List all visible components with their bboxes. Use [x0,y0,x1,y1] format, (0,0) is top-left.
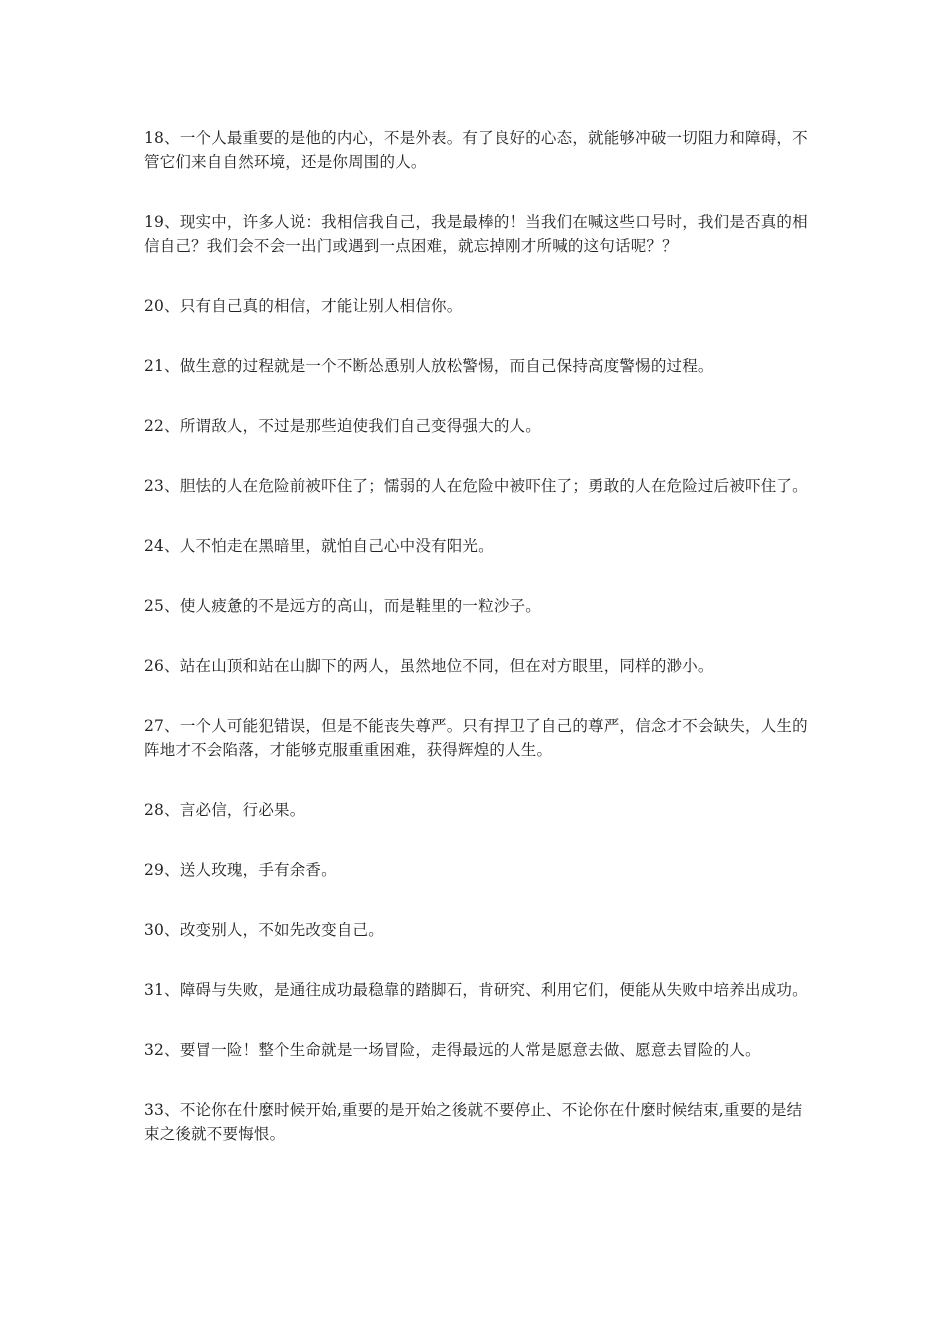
quote-27: 27、一个人可能犯错误，但是不能丧失尊严。只有捍卫了自己的尊严，信念才不会缺失，人生的阵地才不会陷落，才能够克服重重困难，获得辉煌的人生。 [144,717,808,759]
document-body [144,126,814,1146]
quote-26: 26、站在山顶和站在山脚下的两人，虽然地位不同，但在对方眼里，同样的渺小。 [144,657,714,675]
quote-22: 22、所谓敌人，不过是那些迫使我们自己变得强大的人。 [144,417,541,435]
quote-21: 21、做生意的过程就是一个不断怂恿别人放松警惕，而自己保持高度警惕的过程。 [144,357,714,375]
quote-24: 24、人不怕走在黑暗里，就怕自己心中没有阳光。 [144,537,494,555]
quote-28: 28、言必信，行必果。 [144,801,306,819]
quote-31: 31、障碍与失败，是通往成功最稳靠的踏脚石，肯研究、利用它们，便能从失败中培养出成功。 [144,981,808,999]
quote-32: 32、要冒一险！整个生命就是一场冒险，走得最远的人常是愿意去做、愿意去冒险的人。 [144,1041,761,1059]
quote-25: 25、使人疲惫的不是远方的高山，而是鞋里的一粒沙子。 [144,597,541,615]
quote-18: 18、一个人最重要的是他的内心，不是外表。有了良好的心态，就能够冲破一切阻力和障碍，不管它们来自自然环境，还是你周围的人。 [144,129,808,171]
quote-20: 20、只有自己真的相信，才能让别人相信你。 [144,297,463,315]
quote-33: 33、不论你在什麼时候开始,重要的是开始之後就不要停止、不论你在什麼时候结束,重要的是结束之後就不要悔恨。 [144,1101,803,1143]
quote-19: 19、现实中，许多人说：我相信我自己，我是最棒的！当我们在喊这些口号时，我们是否真的相信自己？我们会不会一出门或遇到一点困难，就忘掉刚才所喊的这句话呢？？ [144,213,808,255]
quote-30: 30、改变别人，不如先改变自己。 [144,921,384,939]
quote-23: 23、胆怯的人在危险前被吓住了；懦弱的人在危险中被吓住了；勇敢的人在危险过后被吓住了。 [144,477,808,495]
quote-29: 29、送人玫瑰，手有余香。 [144,861,337,879]
